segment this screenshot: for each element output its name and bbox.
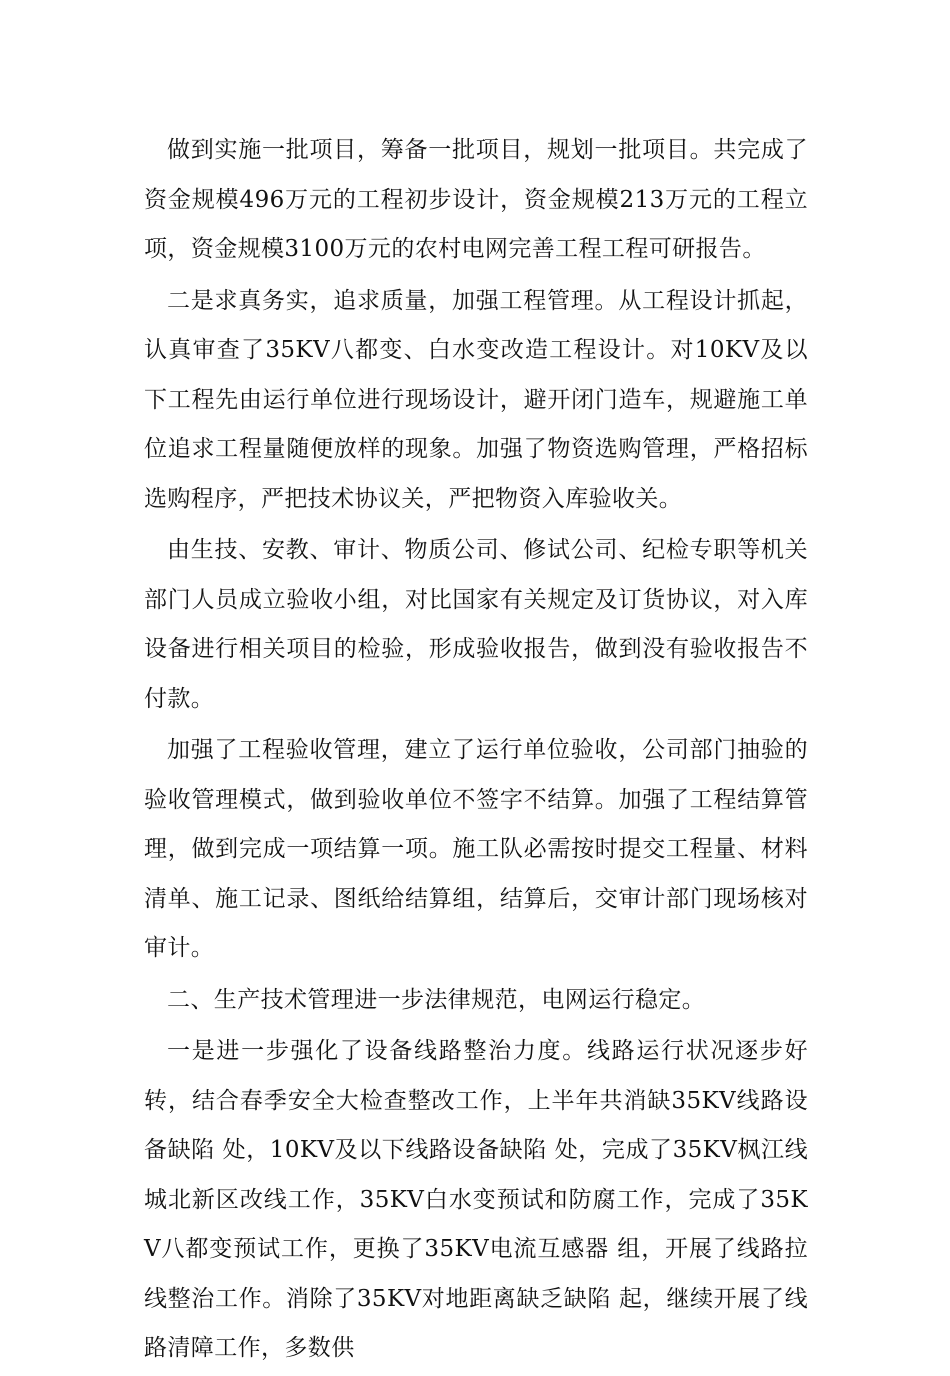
paragraph-acceptance-group: 由生技、安教、审计、物质公司、修试公司、纪检专职等机关部门人员成立验收小组，对比国家有关规定及订货协议，对入库设备进行相关项目的检验，形成验收报告，做到没有验收报告不付款。 [144,537,808,712]
paragraph-line-rectification: 一是进一步强化了设备线路整治力度。线路运行状况逐步好转，结合春季安全大检查整改工作，上半年共消缺35KV线路设备缺陷 处，10KV及以下线路设备缺陷 处，完成了35KV枫江线城北新区改线工作，35KV白水变预试和防腐工作，完成了35KV八都变预试工作，更换了35KV电流互感器 组，开展了线路拉线整治工作。消除了35KV对地距离缺乏缺陷 起，继续开展了线路清障工作，多数供 [144,1038,808,1361]
section-heading-production-technology: 二、生产技术管理进一步法律规范，电网运行稳定。 [167,986,706,1013]
paragraph-project-planning: 做到实施一批项目，筹备一批项目，规划一批项目。共完成了资金规模496万元的工程初步设计，资金规模213万元的工程立项，资金规模3100万元的农村电网完善工程工程可研报告。 [144,137,808,262]
paragraph-acceptance-management: 加强了工程验收管理，建立了运行单位验收，公司部门抽验的验收管理模式，做到验收单位不签字不结算。加强了工程结算管理，做到完成一项结算一项。施工队必需按时提交工程量、材料清单、施工记录、图纸给结算组，结算后，交审计部门现场核对审计。 [144,737,808,961]
document-body [144,126,808,1376]
paragraph-engineering-management: 二是求真务实，追求质量，加强工程管理。从工程设计抓起，认真审查了35KV八都变、白水变改造工程设计。对10KV及以下工程先由运行单位进行现场设计，避开闭门造车，规避施工单位追求工程量随便放样的现象。加强了物资选购管理，严格招标选购程序，严把技术协议关，严把物资入库验收关。 [144,287,808,512]
